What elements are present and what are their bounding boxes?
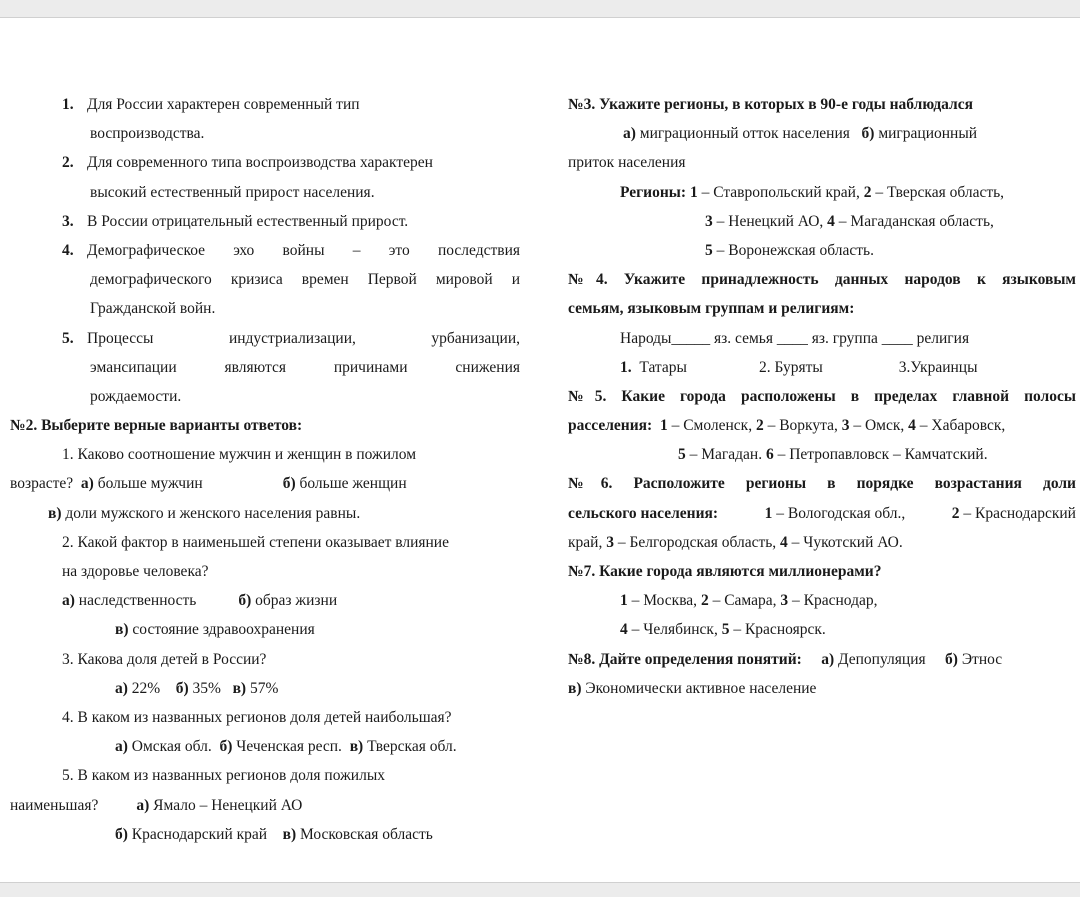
q3-regions-2: 3 – Ненецкий АО, 4 – Магаданская область, — [705, 212, 994, 230]
q2-2-question-cont: на здоровье человека? — [62, 563, 209, 580]
q2-1-answers: возрасте? а) больше мужчин б) больше женщин — [10, 475, 407, 493]
q7-cities-2: 4 – Челябинск, 5 – Красноярск. — [620, 621, 826, 639]
q5-title: №5. Какие города расположены в пределах главной полосы — [568, 387, 1076, 405]
q2-4-answers: а) Омская обл. б) Чеченская респ. в) Тверская обл. — [115, 738, 457, 756]
worksheet-page — [0, 17, 1080, 883]
q2-5-question: 5. В каком из названных регионов доля пожилых — [62, 767, 385, 785]
q2-4-question: 4. В каком из названных регионов доля детей наибольшая? — [62, 708, 452, 726]
q2-3-question: 3. Какова доля детей в России? — [62, 650, 267, 668]
statement-5: 5. Процессы индустриализации, урбанизации, — [62, 329, 520, 347]
q3-title: №3. Укажите регионы, в которых в 90-е годы наблюдался — [568, 96, 974, 113]
q3-regions-1: Регионы: 1 – Ставропольский край, 2 – Тверская область, — [620, 183, 1005, 201]
q4-title-cont: семьям, языковым группам и религиям: — [568, 300, 855, 318]
statement-1-cont: воспроизводства. — [90, 125, 205, 143]
q6-r1: 1 – Вологодская обл., — [764, 504, 906, 522]
q6-r2: 2 – Краснодарский — [951, 504, 1076, 522]
q2-5-answers: наименьшая? а) Ямало – Ненецкий АО — [10, 796, 303, 814]
q7-cities-1: 1 – Москва, 2 – Самара, 3 – Краснодар, — [620, 592, 878, 610]
q2-3-answers: а) 22% б) 35% в) 57% — [115, 679, 279, 697]
statement-1: 1. Для России характерен современный тип — [62, 96, 360, 113]
q5-cities-2: 5 – Магадан. 6 – Петропавловск – Камчатский. — [678, 446, 988, 464]
q4-peoples: 1. Татары 2. Буряты 3.Украинцы — [620, 358, 978, 376]
statement-4: 4. Демографическое эхо войны – это последствия — [62, 241, 520, 259]
q3-options: а) миграционный отток населения б) миграционный — [623, 125, 978, 143]
statement-5-end: рождаемости. — [90, 387, 182, 405]
q2-5-answers-cont: б) Краснодарский край в) Московская область — [115, 825, 433, 843]
q2-title: №2. Выберите верные варианты ответов: — [10, 417, 303, 435]
q5-cities-1: расселения: 1 – Смоленск, 2 – Воркута, 3 – Омск, 4 – Хабаровск, — [568, 417, 1006, 435]
q6-regions-1: сельского населения: 1 – Вологодская обл., 2 – Краснодарский — [568, 499, 1076, 528]
q2-2-answers: а) наследственность б) образ жизни — [62, 592, 338, 610]
left-column — [10, 90, 520, 849]
q3-regions-3: 5 – Воронежская область. — [705, 241, 874, 259]
q7-title: №7. Какие города являются миллионерами? — [568, 563, 882, 580]
q6-title: №6. Расположите регионы в порядке возрастания доли — [568, 475, 1076, 493]
statement-2-cont: высокий естественный прирост населения. — [90, 183, 375, 201]
statement-4-end: Гражданской войн. — [90, 300, 216, 318]
q2-1-question: 1. Каково соотношение мужчин и женщин в пожилом — [62, 446, 417, 464]
q3-options-cont: приток населения — [568, 154, 686, 172]
q8-title: №8. Дайте определения понятий: а) Депопуляция б) Этнос — [568, 650, 1003, 668]
right-column — [568, 90, 1076, 703]
statement-2: 2. Для современного типа воспроизводства характерен — [62, 154, 433, 172]
q2-1-answer-c: в) доли мужского и женского населения равны. — [48, 504, 361, 522]
statement-3: 3. В России отрицательный естественный прирост. — [62, 212, 409, 230]
q2-2-answer-c: в) состояние здравоохранения — [115, 621, 315, 639]
statement-5-cont: эмансипации являются причинами снижения — [90, 358, 520, 376]
q6-regions-2: край, 3 – Белгородская область, 4 – Чукотский АО. — [568, 533, 903, 551]
q4-title: №4. Укажите принадлежность данных народов к языковым — [568, 271, 1076, 289]
q8-item-c: в) Экономически активное население — [568, 679, 817, 697]
statement-4-cont: демографического кризиса времен Первой мировой и — [90, 271, 520, 289]
q2-2-question: 2. Какой фактор в наименьшей степени оказывает влияние — [62, 533, 449, 551]
q4-table-header: Народы_____ яз. семья ____ яз. группа ____ религия — [620, 329, 970, 347]
